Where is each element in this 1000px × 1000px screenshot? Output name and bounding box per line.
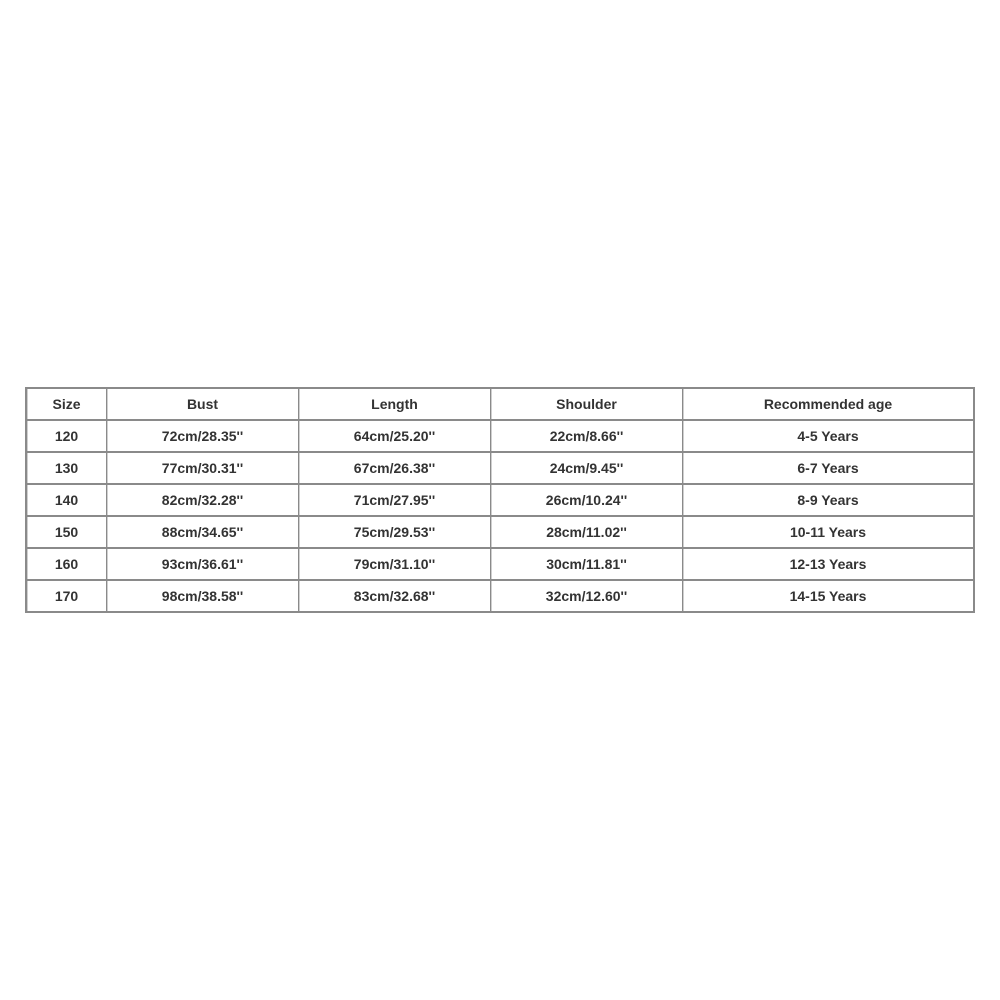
cell-shoulder: 30cm/11.81'' (491, 549, 683, 581)
cell-recommended-age: 8-9 Years (683, 485, 973, 517)
table-row (27, 453, 973, 485)
cell-shoulder: 26cm/10.24'' (491, 485, 683, 517)
table-row (27, 485, 973, 517)
cell-bust: 88cm/34.65'' (107, 517, 299, 549)
cell-shoulder: 22cm/8.66'' (491, 421, 683, 453)
cell-shoulder: 28cm/11.02'' (491, 517, 683, 549)
table-row (27, 581, 973, 611)
cell-length: 83cm/32.68'' (299, 581, 491, 611)
cell-shoulder: 24cm/9.45'' (491, 453, 683, 485)
cell-bust: 93cm/36.61'' (107, 549, 299, 581)
cell-length: 79cm/31.10'' (299, 549, 491, 581)
cell-recommended-age: 4-5 Years (683, 421, 973, 453)
cell-bust: 77cm/30.31'' (107, 453, 299, 485)
cell-recommended-age: 6-7 Years (683, 453, 973, 485)
cell-size: 170 (27, 581, 107, 611)
table-row (27, 517, 973, 549)
cell-recommended-age: 14-15 Years (683, 581, 973, 611)
cell-size: 120 (27, 421, 107, 453)
header-bust: Bust (107, 389, 299, 421)
cell-size: 150 (27, 517, 107, 549)
size-chart-table (25, 387, 975, 613)
header-recommended-age: Recommended age (683, 389, 973, 421)
cell-shoulder: 32cm/12.60'' (491, 581, 683, 611)
header-length: Length (299, 389, 491, 421)
header-shoulder: Shoulder (491, 389, 683, 421)
table-row (27, 421, 973, 453)
cell-length: 67cm/26.38'' (299, 453, 491, 485)
header-size: Size (27, 389, 107, 421)
cell-size: 130 (27, 453, 107, 485)
header-row (27, 389, 973, 421)
cell-recommended-age: 12-13 Years (683, 549, 973, 581)
cell-length: 71cm/27.95'' (299, 485, 491, 517)
cell-size: 160 (27, 549, 107, 581)
cell-bust: 82cm/32.28'' (107, 485, 299, 517)
cell-size: 140 (27, 485, 107, 517)
cell-length: 75cm/29.53'' (299, 517, 491, 549)
cell-recommended-age: 10-11 Years (683, 517, 973, 549)
table-row (27, 549, 973, 581)
cell-bust: 72cm/28.35'' (107, 421, 299, 453)
cell-length: 64cm/25.20'' (299, 421, 491, 453)
cell-bust: 98cm/38.58'' (107, 581, 299, 611)
